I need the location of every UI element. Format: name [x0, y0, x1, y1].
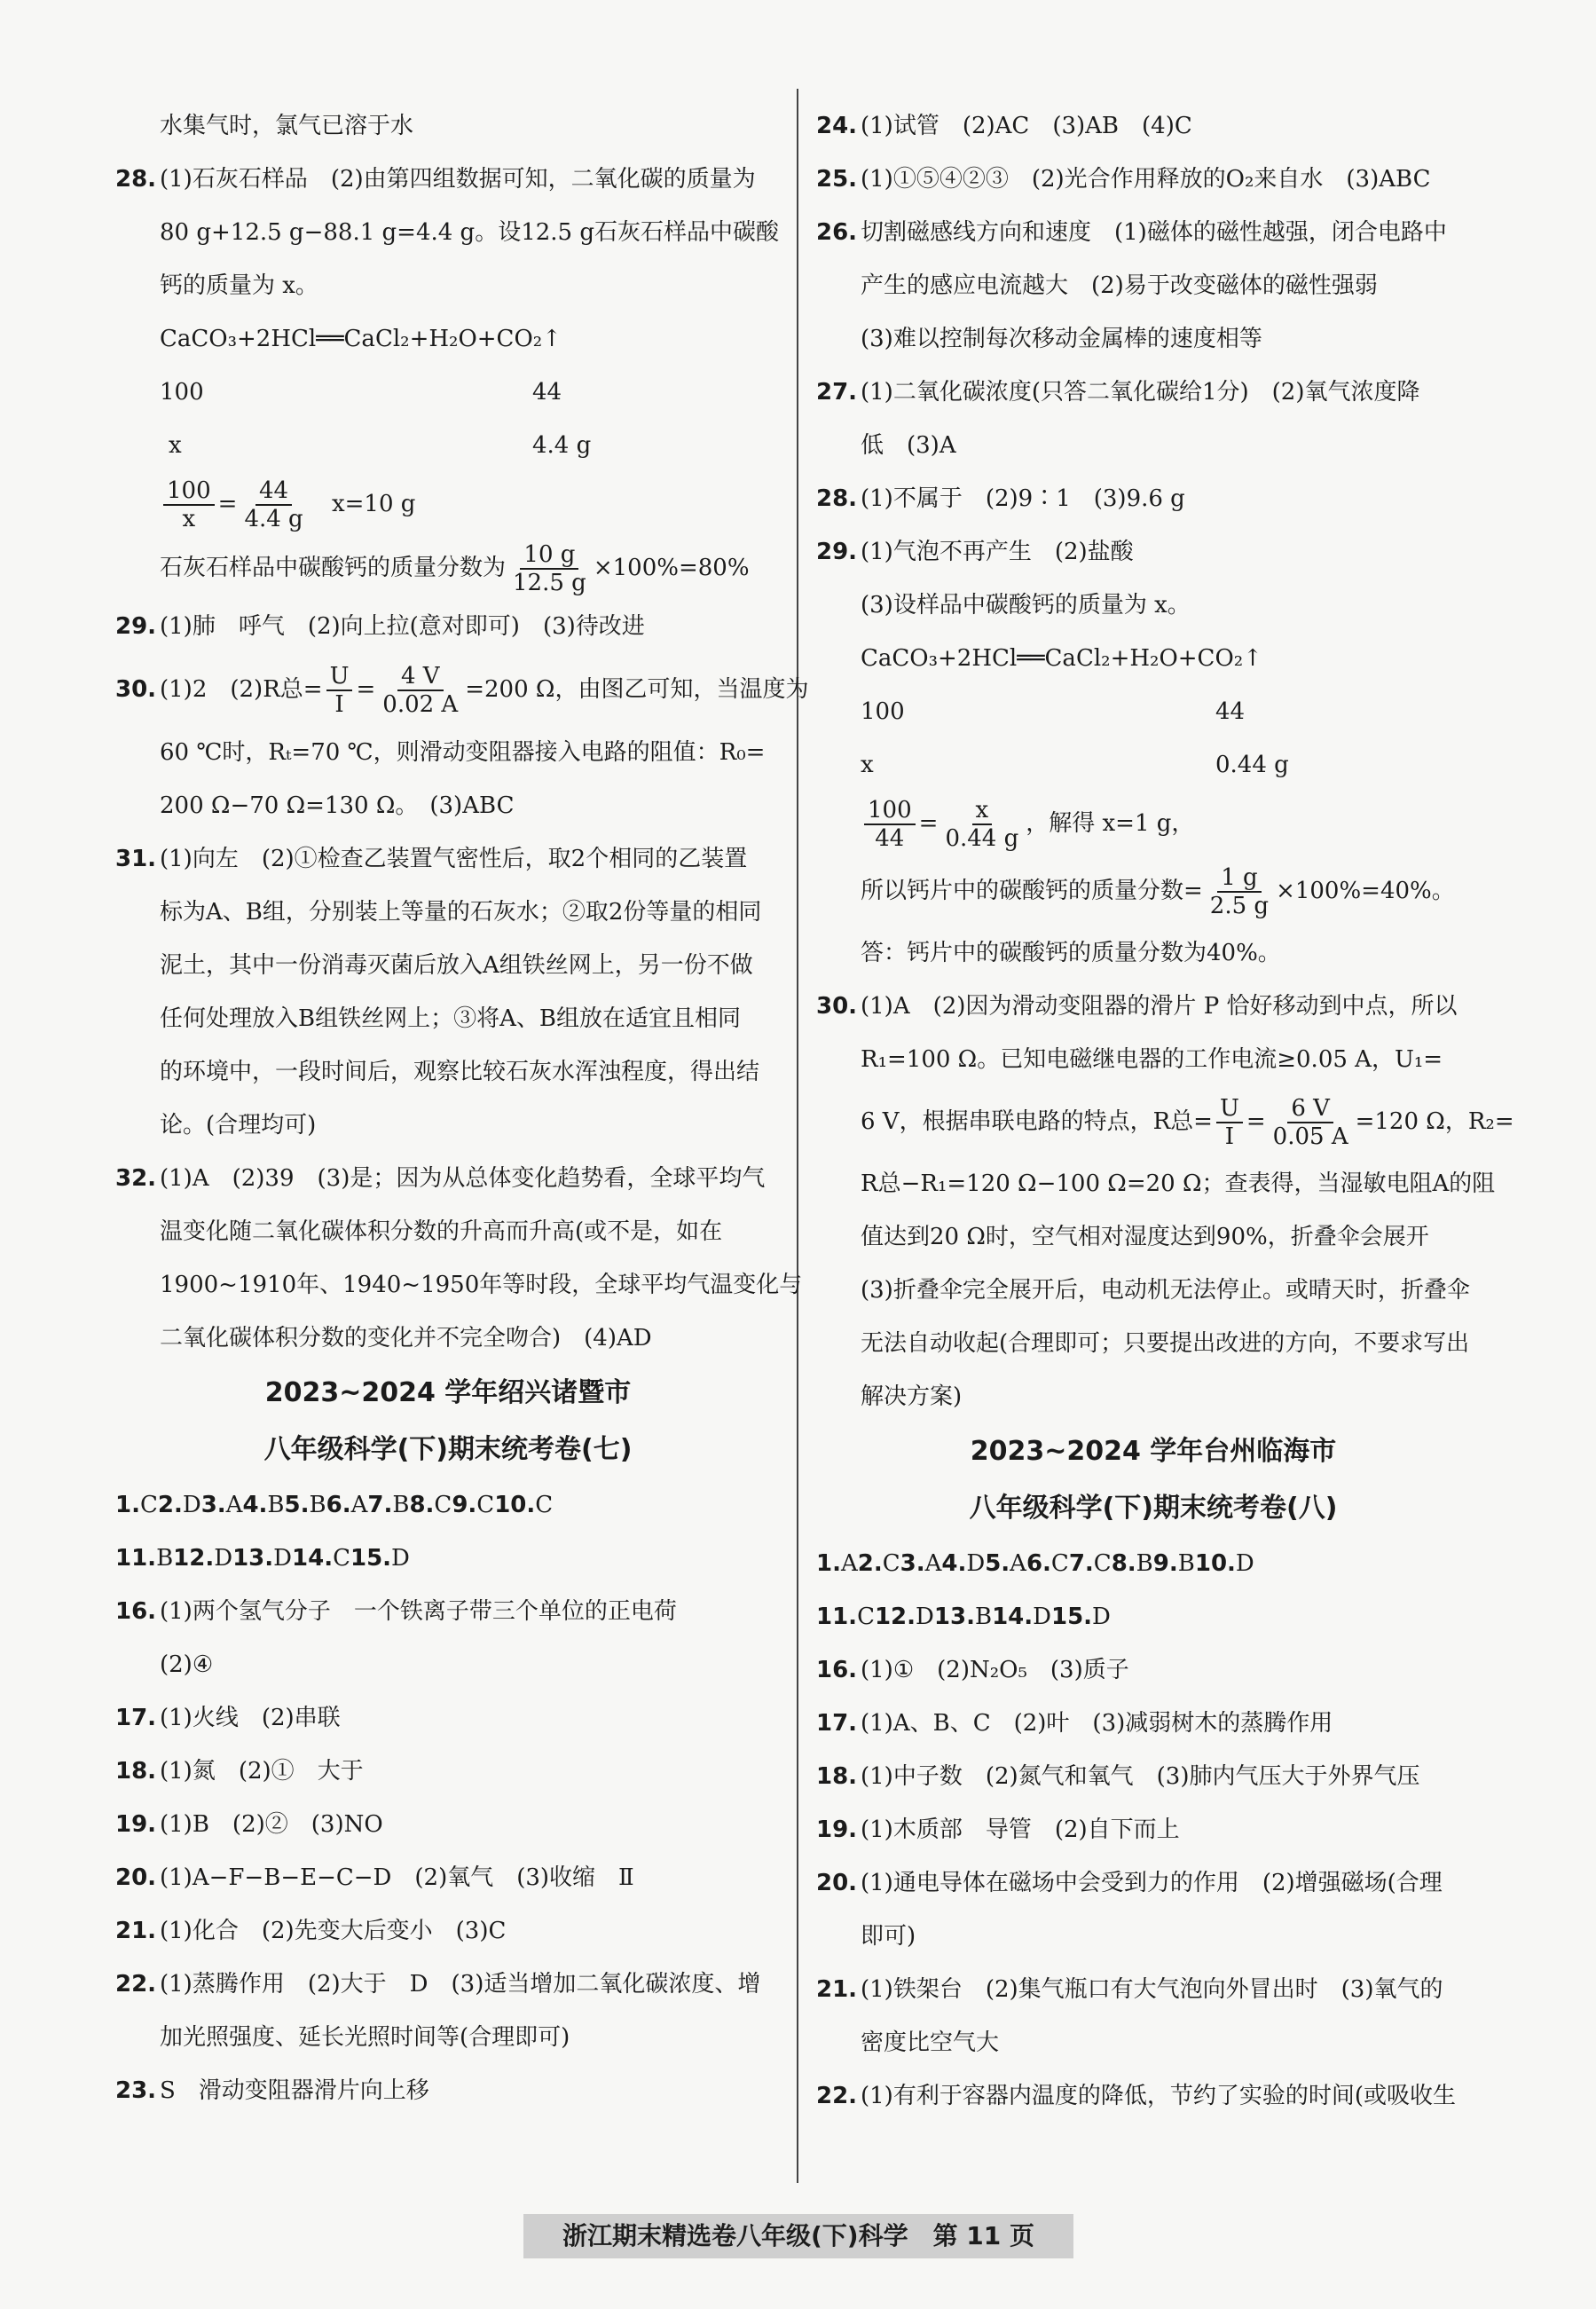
- question-24: 24. (1)试管 (2)AC (3)AB (4)C: [816, 99, 1490, 153]
- percentage-line: 所以钙片中的碳酸钙的质量分数= $\frac{1 g}{2.5 g}$ ×100%=40%。: [861, 864, 1455, 919]
- mc-answer: [350, 1545, 410, 1572]
- question-number: 13.: [933, 1604, 975, 1630]
- answer-letter: C: [535, 1492, 554, 1518]
- answer-letter: D: [1033, 1604, 1051, 1630]
- mc-answer: [858, 1550, 900, 1577]
- answer-letter: C: [857, 1604, 875, 1630]
- question-number: 21.: [115, 1918, 157, 1944]
- question-number: 17.: [115, 1705, 157, 1731]
- question-29: 29. (1)肺 呼气 (2)向上拉(意对即可) (3)待改进: [115, 600, 781, 653]
- question-number: 18.: [816, 1763, 858, 1790]
- text-line: 的环境中，一段时间后，观察比较石灰水浑浊程度，得出结: [160, 1059, 760, 1085]
- answer-letter: C: [333, 1545, 350, 1572]
- question-number: 3.: [200, 1492, 226, 1518]
- question-number: 15.: [1050, 1604, 1093, 1630]
- question-number: 9.: [1152, 1550, 1178, 1577]
- mc-answer: [1069, 1550, 1112, 1577]
- answer-letter: D: [916, 1604, 934, 1630]
- fraction: $\frac{100}{x}$: [163, 477, 215, 532]
- mc-answer: [941, 1550, 985, 1577]
- question-number: 9.: [452, 1492, 477, 1518]
- mc-answer: [816, 1550, 858, 1577]
- question-23: 23. S 滑动变阻器滑片向上移: [115, 2064, 781, 2117]
- answer-letter: B: [267, 1492, 285, 1518]
- multiple-choice-row: [115, 1478, 781, 1532]
- answer-letter: B: [974, 1604, 993, 1630]
- answer-letter: A: [350, 1492, 368, 1518]
- answer-line: 答：钙片中的碳酸钙的质量分数为40%。: [861, 940, 1281, 966]
- text-line: 钙的质量为 x。: [160, 272, 318, 299]
- question-number: 16.: [115, 1598, 157, 1625]
- mc-answer: [934, 1604, 992, 1630]
- answer-letter: C: [1093, 1550, 1112, 1577]
- question-number: 22.: [115, 1971, 157, 1998]
- answer-letter: D: [214, 1545, 233, 1572]
- mc-answer: [900, 1550, 942, 1577]
- answer-letter: B: [1177, 1550, 1195, 1577]
- question-number: 15.: [350, 1545, 392, 1572]
- section-subheading: 八年级科学(下)期末统考卷(八): [969, 1493, 1338, 1524]
- fraction: $\frac{10 g}{12.5 g}$: [513, 541, 586, 596]
- question-number: 3.: [900, 1550, 925, 1577]
- answer-letter: A: [1010, 1550, 1026, 1577]
- question-number: 29.: [115, 613, 157, 640]
- question-number: 18.: [115, 1758, 157, 1785]
- question-number: 26.: [816, 219, 858, 246]
- question-number: 13.: [232, 1545, 274, 1572]
- text-line: 论。(合理均可): [160, 1112, 317, 1139]
- question-number: 25.: [816, 166, 858, 193]
- mc-answer: [326, 1492, 368, 1518]
- mc-answer: [992, 1604, 1051, 1630]
- question-number: 2.: [157, 1492, 183, 1518]
- question-number: 7.: [367, 1492, 393, 1518]
- question-number: 1.: [816, 1550, 841, 1577]
- mc-answer: [173, 1545, 232, 1572]
- mc-answer: [367, 1492, 409, 1518]
- question-number: 7.: [1068, 1550, 1094, 1577]
- question-number: 6.: [1026, 1550, 1051, 1577]
- mc-answer: [285, 1492, 326, 1518]
- question-16: 16. (1)两个氢气分子 一个铁离子带三个单位的正电荷: [115, 1585, 781, 1638]
- text-line: 解决方案): [861, 1383, 963, 1410]
- question-number: 32.: [115, 1165, 157, 1192]
- question-number: 12.: [874, 1604, 916, 1630]
- answer-letter: C: [476, 1492, 495, 1518]
- question-number: 20.: [816, 1870, 858, 1896]
- text-line: 产生的感应电流越大 (2)易于改变磁体的磁性强弱: [861, 272, 1378, 299]
- left-column: [115, 99, 809, 2117]
- fraction: $\frac{4 V}{0.02 A}$: [382, 663, 459, 718]
- question-32: 32. (1)A (2)39 (3)是；因为从总体变化趋势看，全球平均气: [115, 1152, 781, 1205]
- resistance-line: 6 V，根据串联电路的特点，R总= $\frac{U}{I}$ = $\frac{6 V}{0.05 A}$ =120 Ω，R₂=: [861, 1095, 1514, 1150]
- question-number: 10.: [494, 1492, 536, 1518]
- question-number: 19.: [115, 1811, 157, 1838]
- fraction: $\frac{6 V}{0.05 A}$: [1272, 1095, 1348, 1150]
- answer-letter: C: [139, 1492, 158, 1518]
- mass-ratio-row: 100 44: [160, 379, 562, 406]
- mc-answer: [409, 1492, 452, 1518]
- mc-answer: [115, 1492, 158, 1518]
- fraction: $\frac{1 g}{2.5 g}$: [1209, 864, 1270, 919]
- fraction: $\frac{x}{0.44 g}$: [945, 797, 1019, 852]
- text-line: 密度比空气大: [861, 2029, 1000, 2056]
- question-number: 28.: [115, 166, 157, 193]
- question-number: 24.: [816, 113, 858, 139]
- chemical-equation: CaCO₃+2HCl══CaCl₂+H₂O+CO₂↑: [160, 326, 562, 352]
- percentage-line: 石灰石样品中碳酸钙的质量分数为 $\frac{10 g}{12.5 g}$ ×100%=80%: [160, 541, 750, 596]
- text-line: 1900~1910年、1940~1950年等时段，全球平均气温变化与: [160, 1272, 803, 1298]
- text-line: 值达到20 Ω时，空气相对湿度达到90%，折叠伞会展开: [861, 1224, 1429, 1250]
- text-line: 泥土，其中一份消毒灭菌后放入A组铁丝网上，另一份不做: [160, 952, 753, 979]
- question-number: 1.: [115, 1492, 140, 1518]
- answer-letter: B: [156, 1545, 174, 1572]
- mc-answer: [816, 1604, 875, 1630]
- question-number: 19.: [816, 1816, 858, 1843]
- text-line: (3)设样品中碳酸钙的质量为 x。: [861, 592, 1191, 619]
- text-line: 无法自动收起(合理即可；只要提出改进的方向，不要求写出: [861, 1330, 1470, 1357]
- answer-letter: D: [273, 1545, 293, 1572]
- question-25: 25. (1)①⑤④②③ (2)光合作用释放的O₂来自水 (3)ABC: [816, 153, 1490, 206]
- section-heading: 2023~2024 学年台州临海市: [970, 1436, 1337, 1467]
- answer-letter: D: [1235, 1550, 1254, 1577]
- fraction: $\frac{100}{44}$: [864, 797, 916, 852]
- text-line: 二氧化碳体积分数的变化并不完全吻合) (4)AD: [160, 1325, 652, 1352]
- mc-answer: [494, 1492, 553, 1518]
- answer-letter: D: [391, 1545, 410, 1572]
- question-number: 22.: [816, 2083, 858, 2109]
- question-number: 17.: [816, 1710, 858, 1737]
- mc-answer: [875, 1604, 934, 1630]
- question-22: 22. (1)蒸腾作用 (2)大于 D (3)适当增加二氧化碳浓度、增: [115, 1958, 781, 2011]
- mc-answer: [232, 1545, 292, 1572]
- text-line: (3)折叠伞完全展开后，电动机无法停止。或晴天时，折叠伞: [861, 1277, 1470, 1304]
- text-line: R总−R₁=120 Ω−100 Ω=20 Ω；查表得，当湿敏电阻A的阻: [861, 1170, 1496, 1197]
- answer-letter: C: [882, 1550, 900, 1577]
- column-divider: [797, 89, 798, 2183]
- fraction: $\frac{44}{4.4 g}$: [244, 477, 303, 532]
- right-column: [816, 99, 1514, 2123]
- question-21: 21. (1)化合 (2)先变大后变小 (3)C: [115, 1904, 781, 1958]
- question-number: 16.: [816, 1657, 858, 1683]
- mc-answer: [242, 1492, 284, 1518]
- answer-letter: D: [1092, 1604, 1111, 1630]
- mc-answer: [158, 1492, 201, 1518]
- mc-answer: [292, 1545, 350, 1572]
- question-17: 17. (1)A、B、C (2)叶 (3)减弱树木的蒸腾作用: [816, 1697, 1490, 1750]
- answer-letter: D: [182, 1492, 201, 1518]
- section-subheading: 八年级科学(下)期末统考卷(七): [263, 1434, 633, 1465]
- mc-answer: [1026, 1550, 1069, 1577]
- question-16: 16. (1)① (2)N₂O₅ (3)质子: [816, 1643, 1490, 1697]
- text-line: 即可): [861, 1923, 916, 1950]
- question-number: 8.: [1111, 1550, 1136, 1577]
- multiple-choice-row: [816, 1537, 1490, 1590]
- question-19: 19. (1)B (2)② (3)NO: [115, 1798, 781, 1851]
- mc-answer: [1195, 1550, 1254, 1577]
- text-line: 水集气时，氯气已溶于水: [160, 113, 414, 139]
- question-21: 21. (1)铁架台 (2)集气瓶口有大气泡向外冒出时 (3)氧气的: [816, 1963, 1490, 2016]
- question-27: 27. (1)二氧化碳浓度(只答二氧化碳给1分) (2)氧气浓度降: [816, 366, 1490, 419]
- mc-answer: [1051, 1604, 1111, 1630]
- question-19: 19. (1)木质部 导管 (2)自下而上: [816, 1803, 1490, 1856]
- question-number: 29.: [816, 539, 858, 565]
- question-26: 26. 切割磁感线方向和速度 (1)磁体的磁性越强，闭合电路中: [816, 206, 1490, 259]
- answer-letter: C: [1050, 1550, 1069, 1577]
- mass-ratio-row: 100 44: [861, 698, 1246, 725]
- mc-answer: [452, 1492, 494, 1518]
- text-line: 60 ℃时，Rₜ=70 ℃，则滑动变阻器接入电路的阻值：R₀=: [160, 739, 766, 766]
- text-line: (2)④: [160, 1651, 214, 1678]
- question-30: 30. (1)2 (2)R总= $\frac{U}{I}$ = $\frac{4 V}{0.02 A}$ =200 Ω，由图乙可知，当温度为: [115, 653, 781, 726]
- question-number: 31.: [115, 846, 157, 872]
- text-line: 低 (3)A: [861, 432, 956, 459]
- mc-answer: [201, 1492, 243, 1518]
- question-number: 8.: [409, 1492, 435, 1518]
- text-line: R₁=100 Ω。已知电磁继电器的工作电流≥0.05 A，U₁=: [861, 1046, 1443, 1073]
- text-line: 80 g+12.5 g−88.1 g=4.4 g。设12.5 g石灰石样品中碳酸: [160, 219, 780, 246]
- fraction: $\frac{U}{I}$: [326, 663, 353, 718]
- answer-letter: A: [924, 1550, 942, 1577]
- question-number: 28.: [816, 485, 858, 512]
- question-number: 14.: [292, 1545, 334, 1572]
- answer-letter: D: [966, 1550, 986, 1577]
- multiple-choice-row: [816, 1590, 1490, 1643]
- answer-letter: B: [309, 1492, 326, 1518]
- question-number: 5.: [985, 1550, 1010, 1577]
- question-18: 18. (1)氮 (2)① 大于: [115, 1745, 781, 1798]
- mc-answer: [1153, 1550, 1195, 1577]
- question-17: 17. (1)火线 (2)串联: [115, 1691, 781, 1745]
- question-20: 20. (1)通电导体在磁场中会受到力的作用 (2)增强磁场(合理: [816, 1856, 1490, 1910]
- question-number: 27.: [816, 379, 858, 406]
- question-number: 11.: [115, 1545, 157, 1572]
- question-number: 30.: [115, 676, 157, 703]
- mc-answer: [985, 1550, 1026, 1577]
- question-28: 28. (1)不属于 (2)9∶1 (3)9.6 g: [816, 472, 1490, 525]
- mass-ratio-row: x 4.4 g: [169, 432, 592, 459]
- question-number: 6.: [326, 1492, 351, 1518]
- proportion-equation: $\frac{100}{44}$ = $\frac{x}{0.44 g}$ ，解得 x=1 g，: [816, 792, 1490, 855]
- answer-letter: A: [840, 1550, 858, 1577]
- section-heading: 2023~2024 学年绍兴诸暨市: [264, 1377, 632, 1408]
- question-31: 31. (1)向左 (2)①检查乙装置气密性后，取2个相同的乙装置: [115, 832, 781, 886]
- mc-answer: [115, 1545, 173, 1572]
- question-20: 20. (1)A−F−B−E−C−D (2)氧气 (3)收缩 Ⅱ: [115, 1851, 781, 1904]
- mc-answer: [1112, 1550, 1153, 1577]
- question-number: 12.: [173, 1545, 215, 1572]
- question-28: [115, 153, 781, 206]
- text-line: 标为A、B组，分别装上等量的石灰水；②取2份等量的相同: [160, 899, 762, 926]
- text-line: 加光照强度、延长光照时间等(合理即可): [160, 2024, 570, 2051]
- text-line: (1)石灰石样品 (2)由第四组数据可知，二氧化碳的质量为: [160, 166, 756, 193]
- question-number: 14.: [992, 1604, 1034, 1630]
- question-number: 21.: [816, 1976, 858, 2003]
- question-number: 11.: [816, 1604, 858, 1630]
- proportion-equation: $\frac{100}{x}$ = $\frac{44}{4.4 g}$ x=10 g: [115, 472, 781, 536]
- question-number: 30.: [816, 993, 858, 1020]
- question-29: 29. (1)气泡不再产生 (2)盐酸: [816, 525, 1490, 579]
- question-number: 20.: [115, 1864, 157, 1891]
- answer-letter: B: [392, 1492, 410, 1518]
- question-18: 18. (1)中子数 (2)氮气和氧气 (3)肺内气压大于外界气压: [816, 1750, 1490, 1803]
- multiple-choice-row: [115, 1532, 781, 1585]
- question-number: 23.: [115, 2077, 157, 2104]
- chemical-equation: CaCO₃+2HCl══CaCl₂+H₂O+CO₂↑: [861, 645, 1262, 672]
- answer-letter: A: [225, 1492, 243, 1518]
- fraction: $\frac{U}{I}$: [1216, 1095, 1243, 1150]
- text-line: 200 Ω−70 Ω=130 Ω。 (3)ABC: [160, 792, 515, 819]
- question-number: 10.: [1194, 1550, 1236, 1577]
- text-line: (3)难以控制每次移动金属棒的速度相等: [861, 326, 1262, 352]
- page-footer: 浙江期末精选卷八年级(下)科学 第 11 页: [523, 2214, 1073, 2258]
- text-line: 温变化随二氧化碳体积分数的升高而升高(或不是，如在: [160, 1218, 723, 1245]
- question-22: 22. (1)有利于容器内温度的降低，节约了实验的时间(或吸收生: [816, 2069, 1490, 2123]
- text-line: 任何处理放入B组铁丝网上；③将A、B组放在适宜且相同: [160, 1005, 741, 1032]
- question-number: 2.: [857, 1550, 883, 1577]
- question-number: 5.: [284, 1492, 310, 1518]
- question-30: 30. (1)A (2)因为滑动变阻器的滑片 P 恰好移动到中点，所以: [816, 980, 1490, 1033]
- mass-ratio-row: x 0.44 g: [861, 752, 1289, 778]
- answer-letter: B: [1136, 1550, 1153, 1577]
- question-number: 4.: [941, 1550, 967, 1577]
- question-number: 4.: [242, 1492, 268, 1518]
- answer-letter: C: [434, 1492, 452, 1518]
